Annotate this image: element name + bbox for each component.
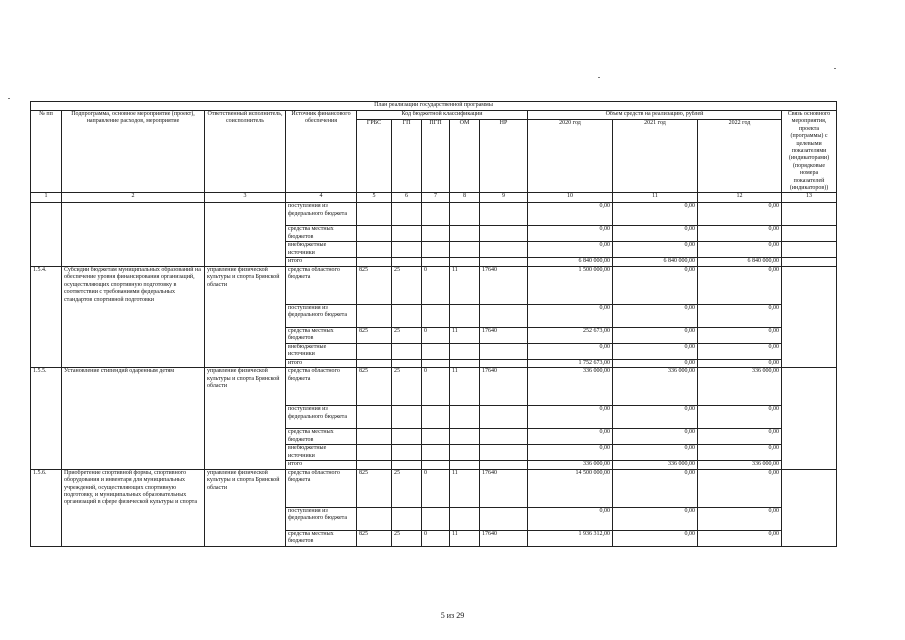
value-2020: 14 500 000,00 (528, 469, 613, 507)
code-gp: 25 (392, 368, 422, 406)
value-2020: 0,00 (528, 406, 613, 429)
source-regional: средства областного бюджета (286, 368, 357, 406)
code-om: 11 (450, 469, 480, 507)
header-om: ОМ (450, 120, 480, 193)
value-2021: 0,00 (613, 226, 698, 242)
column-number: 8 (450, 193, 480, 203)
value-2022: 0,00 (698, 507, 782, 530)
value-2022: 0,00 (698, 429, 782, 445)
value-2021: 0,00 (613, 469, 698, 507)
total-2020: 336 000,00 (528, 461, 613, 469)
header-volume: Объем средств на реализацию, рублей (528, 111, 782, 120)
item-name: Субсидии бюджетам муниципальных образований на обеспечение уровня финансирования организаций, осуществляющих спортивную подготовку в соответствии с требованиями федеральных стандартов спортивной подготовки (62, 266, 205, 367)
value-2020: 0,00 (528, 429, 613, 445)
code-grbs: 825 (357, 327, 392, 343)
scan-speck (8, 98, 10, 99)
value-2022: 0,00 (698, 304, 782, 327)
source-extra: внебюджетные источники (286, 343, 357, 359)
column-number: 12 (698, 193, 782, 203)
value-2022: 0,00 (698, 242, 782, 258)
header-responsible: Ответственный исполнитель, соисполнитель (205, 111, 286, 193)
value-2020: 0,00 (528, 242, 613, 258)
total-2022: 0,00 (698, 359, 782, 367)
source-federal: поступления из федерального бюджета (286, 406, 357, 429)
column-number: 3 (205, 193, 286, 203)
header-budget-code: Код бюджетной классификации (357, 111, 528, 120)
value-2021: 0,00 (613, 242, 698, 258)
column-number: 1 (31, 193, 62, 203)
code-pgp: 0 (422, 266, 450, 304)
item-name: Приобретение спортивной формы, спортивного оборудования и инвентаря для муниципальных учреждений, осуществляющих спортивную подготовку, и муниципальных образовательных организаций в сфере физической культуры и спорта (62, 469, 205, 546)
value-2021: 0,00 (613, 203, 698, 226)
item-responsible: управление физической культуры и спорта Брянской области (205, 368, 286, 469)
scan-speck (598, 77, 600, 78)
value-2020: 1 936 312,00 (528, 530, 613, 546)
header-link: Связь основного мероприятия, проекта (программы) с целевыми показателями (индикаторами) (порядковые номера показателей (индикаторов)) (782, 111, 837, 193)
value-2022: 0,00 (698, 226, 782, 242)
header-2022: 2022 год (698, 120, 782, 193)
header-num: № пп (31, 111, 62, 193)
value-2021: 0,00 (613, 343, 698, 359)
header-2020: 2020 год (528, 120, 613, 193)
item-number: 1.5.6. (31, 469, 62, 546)
table-row (31, 368, 837, 406)
total-2020: 1 752 673,00 (528, 359, 613, 367)
column-number: 6 (392, 193, 422, 203)
code-pgp: 0 (422, 368, 450, 406)
value-2020: 1 500 000,00 (528, 266, 613, 304)
value-2020: 336 000,00 (528, 368, 613, 406)
column-number: 13 (782, 193, 837, 203)
value-2022: 0,00 (698, 203, 782, 226)
code-grbs: 825 (357, 530, 392, 546)
code-om: 11 (450, 368, 480, 406)
column-number: 10 (528, 193, 613, 203)
code-gp: 25 (392, 530, 422, 546)
header-2021: 2021 год (613, 120, 698, 193)
value-2022: 0,00 (698, 445, 782, 461)
page-number: 5 из 29 (440, 611, 465, 620)
value-2020: 0,00 (528, 304, 613, 327)
source-local: средства местных бюджетов (286, 327, 357, 343)
total-2021: 0,00 (613, 359, 698, 367)
column-number: 4 (286, 193, 357, 203)
code-grbs: 825 (357, 469, 392, 507)
code-np: 17640 (480, 368, 528, 406)
scan-speck (834, 68, 836, 69)
program-plan-table (30, 101, 837, 547)
table-row (31, 203, 837, 226)
code-np: 17640 (480, 469, 528, 507)
source-total: итого (286, 461, 357, 469)
source-federal: поступления из федерального бюджета (286, 203, 357, 226)
total-2021: 6 840 000,00 (613, 258, 698, 266)
column-number: 9 (480, 193, 528, 203)
table-row (31, 266, 837, 304)
value-2020: 0,00 (528, 445, 613, 461)
item-responsible: управление физической культуры и спорта Брянской области (205, 266, 286, 367)
code-np: 17640 (480, 530, 528, 546)
value-2021: 0,00 (613, 530, 698, 546)
value-2021: 0,00 (613, 304, 698, 327)
total-2022: 6 840 000,00 (698, 258, 782, 266)
code-pgp: 0 (422, 530, 450, 546)
value-2021: 0,00 (613, 406, 698, 429)
item-number: 1.5.4. (31, 266, 62, 367)
source-local: средства местных бюджетов (286, 530, 357, 546)
value-2021: 0,00 (613, 327, 698, 343)
code-grbs: 825 (357, 368, 392, 406)
value-2020: 0,00 (528, 343, 613, 359)
value-2020: 0,00 (528, 203, 613, 226)
cell-empty (31, 203, 62, 266)
column-number: 7 (422, 193, 450, 203)
column-number: 11 (613, 193, 698, 203)
source-local: средства местных бюджетов (286, 429, 357, 445)
cell-empty (62, 203, 205, 266)
value-2022: 0,00 (698, 327, 782, 343)
code-gp: 25 (392, 327, 422, 343)
header-pgp: ПГП (422, 120, 450, 193)
total-2020: 6 840 000,00 (528, 258, 613, 266)
value-2021: 0,00 (613, 445, 698, 461)
header-source: Источник финансового обеспечения (286, 111, 357, 193)
cell-empty (205, 203, 286, 266)
item-number: 1.5.5. (31, 368, 62, 469)
header-gp: ГП (392, 120, 422, 193)
table-row (31, 469, 837, 507)
header-np: НР (480, 120, 528, 193)
column-number: 5 (357, 193, 392, 203)
source-total: итого (286, 359, 357, 367)
value-2022: 0,00 (698, 469, 782, 507)
header-grbs: ГРБС (357, 120, 392, 193)
value-2022: 0,00 (698, 343, 782, 359)
source-regional: средства областного бюджета (286, 469, 357, 507)
value-2022: 336 000,00 (698, 368, 782, 406)
code-np: 17640 (480, 327, 528, 343)
source-federal: поступления из федерального бюджета (286, 507, 357, 530)
code-om: 11 (450, 530, 480, 546)
column-number: 2 (62, 193, 205, 203)
value-2022: 0,00 (698, 530, 782, 546)
source-extra: внебюджетные источники (286, 445, 357, 461)
value-2021: 0,00 (613, 507, 698, 530)
code-om: 11 (450, 266, 480, 304)
item-responsible: управление физической культуры и спорта Брянской области (205, 469, 286, 546)
value-2021: 0,00 (613, 266, 698, 304)
source-extra: внебюджетные источники (286, 242, 357, 258)
code-om: 11 (450, 327, 480, 343)
code-gp: 25 (392, 266, 422, 304)
value-2021: 0,00 (613, 429, 698, 445)
value-2022: 0,00 (698, 266, 782, 304)
code-grbs: 825 (357, 266, 392, 304)
source-local: средства местных бюджетов (286, 226, 357, 242)
header-subprogram: Подпрограмма, основное мероприятие (проект), направление расходов, мероприятие (62, 111, 205, 193)
total-2021: 336 000,00 (613, 461, 698, 469)
value-2020: 0,00 (528, 226, 613, 242)
code-pgp: 0 (422, 327, 450, 343)
code-gp: 25 (392, 469, 422, 507)
table-title: План реализации государственной программы (31, 102, 837, 111)
value-2021: 336 000,00 (613, 368, 698, 406)
code-np: 17640 (480, 266, 528, 304)
source-total: итого (286, 258, 357, 266)
source-federal: поступления из федерального бюджета (286, 304, 357, 327)
source-regional: средства областного бюджета (286, 266, 357, 304)
value-2020: 0,00 (528, 507, 613, 530)
code-pgp: 0 (422, 469, 450, 507)
total-2022: 336 000,00 (698, 461, 782, 469)
value-2022: 0,00 (698, 406, 782, 429)
value-2020: 252 673,00 (528, 327, 613, 343)
item-name: Установление стипендий одаренным детям (62, 368, 205, 469)
